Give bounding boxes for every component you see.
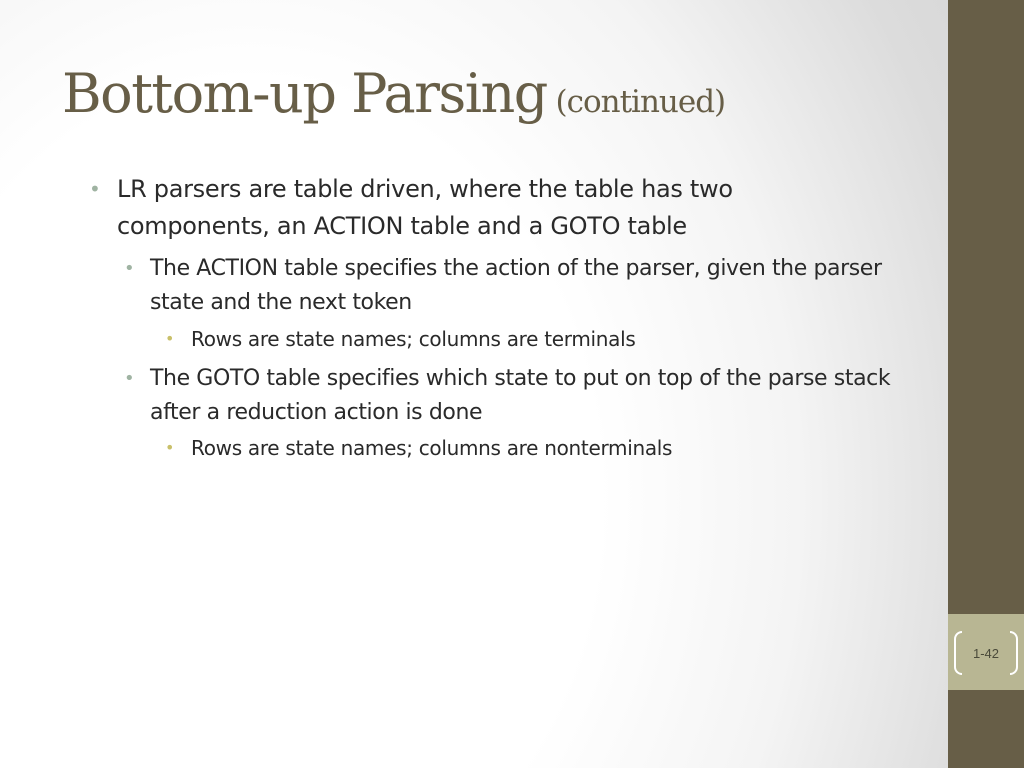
title-main: Bottom-up Parsing: [62, 62, 547, 125]
title-suffix: (continued): [555, 84, 726, 120]
bullet-level2: [124, 252, 910, 320]
bullet-dot-icon: •: [124, 258, 135, 279]
bullet-level1: [89, 171, 817, 245]
bullet-dot-icon: •: [124, 368, 135, 389]
bullet-text: LR parsers are table driven, where the table has two components, an ACTION table and a GOTO table: [117, 175, 733, 240]
bullet-text: The ACTION table specifies the action of the parser, given the parser state and the next token: [150, 256, 882, 315]
bullet-text: Rows are state names; columns are terminals: [191, 327, 636, 351]
bullet-dot-icon: •: [165, 438, 175, 457]
bullet-dot-icon: •: [165, 329, 175, 348]
slide-title: [62, 62, 725, 125]
bullet-level3: [165, 434, 841, 462]
bullet-text: Rows are state names; columns are nonterminals: [191, 436, 673, 460]
bullet-level3: [165, 325, 841, 353]
bullet-text: The GOTO table specifies which state to put on top of the parse stack after a reduction action is done: [150, 366, 891, 425]
page-number: 1-42: [972, 646, 1000, 661]
bullet-dot-icon: •: [89, 177, 101, 201]
bullet-level2: [124, 362, 910, 430]
